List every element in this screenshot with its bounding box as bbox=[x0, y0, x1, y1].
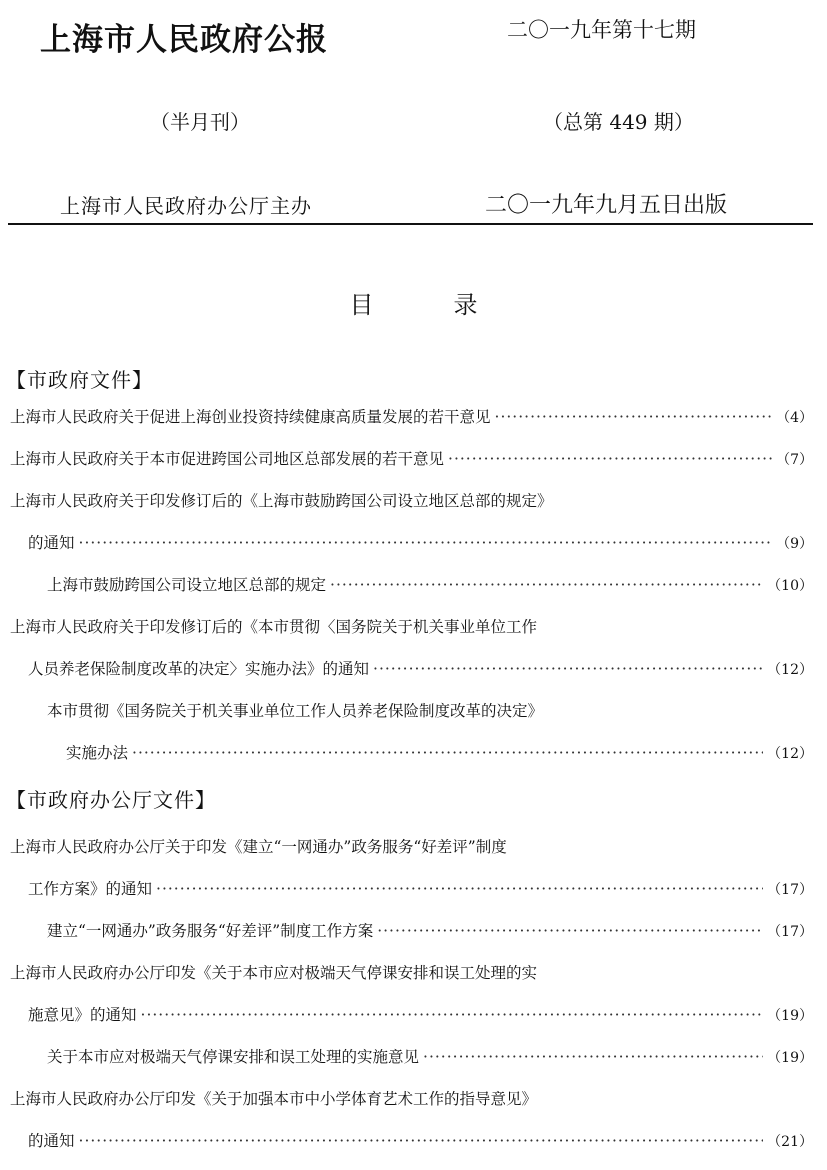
toc-entry[interactable] bbox=[10, 405, 813, 435]
toc-entry-title: 工作方案》的通知 bbox=[28, 880, 153, 898]
toc-entry-page: （19） bbox=[767, 1050, 813, 1066]
toc-entry-page: （10） bbox=[767, 578, 813, 594]
toc-entry[interactable] bbox=[28, 657, 813, 687]
leader-dots bbox=[79, 534, 773, 552]
toc-entry-title[interactable]: 上海市人民政府办公厅印发《关于加强本市中小学体育艺术工作的指导意见》 bbox=[10, 1090, 538, 1108]
toc-entry-title[interactable]: 上海市人民政府关于印发修订后的《上海市鼓励跨国公司设立地区总部的规定》 bbox=[10, 492, 553, 510]
toc-entry-title: 施意见》的通知 bbox=[28, 1006, 137, 1024]
toc-title bbox=[0, 285, 827, 320]
toc-entry[interactable] bbox=[10, 447, 813, 477]
toc-entry-page: （12） bbox=[767, 746, 813, 762]
toc-entry-title: 建立“一网通办”政务服务“好差评”制度工作方案 bbox=[47, 922, 374, 940]
toc-title-left: 目 bbox=[349, 291, 374, 319]
leader-dots bbox=[79, 1132, 764, 1150]
leader-dots bbox=[377, 922, 763, 940]
toc-entry[interactable] bbox=[28, 877, 813, 907]
leader-dots bbox=[373, 660, 763, 678]
toc-entry-title: 上海市人民政府关于促进上海创业投资持续健康高质量发展的若干意见 bbox=[10, 408, 491, 426]
toc-entry-page: （7） bbox=[776, 452, 813, 468]
toc-entry[interactable] bbox=[66, 741, 813, 771]
toc-entry[interactable] bbox=[47, 1045, 813, 1075]
toc-entry-page: （9） bbox=[776, 536, 813, 552]
leader-dots bbox=[141, 1006, 764, 1024]
toc-entry-title[interactable]: 本市贯彻《国务院关于机关事业单位工作人员养老保险制度改革的决定》 bbox=[47, 702, 544, 720]
toc-entry-title: 上海市鼓励跨国公司设立地区总部的规定 bbox=[47, 576, 327, 594]
leader-dots bbox=[495, 408, 773, 426]
leader-dots bbox=[156, 880, 763, 898]
toc-entry-title: 人员养老保险制度改革的决定〉实施办法》的通知 bbox=[28, 660, 370, 678]
frequency-label: （半月刊） bbox=[150, 110, 250, 134]
publish-date: 二〇一九年九月五日出版 bbox=[485, 193, 728, 218]
toc-entry-page: （17） bbox=[767, 882, 813, 898]
section-heading-city-gov: 【市政府文件】 bbox=[6, 368, 153, 392]
leader-dots bbox=[132, 744, 763, 762]
toc-entry-title: 的通知 bbox=[28, 1132, 75, 1150]
toc-entry-title: 的通知 bbox=[28, 534, 75, 552]
toc-entry-page: （21） bbox=[767, 1134, 813, 1150]
leader-dots bbox=[448, 450, 772, 468]
toc-entry-page: （4） bbox=[776, 410, 813, 426]
toc-entry[interactable] bbox=[28, 531, 813, 561]
leader-dots bbox=[423, 1048, 763, 1066]
toc-entry[interactable] bbox=[28, 1129, 813, 1159]
toc-entry-page: （12） bbox=[767, 662, 813, 678]
sponsor-label: 上海市人民政府办公厅主办 bbox=[60, 194, 312, 218]
toc-entry[interactable] bbox=[47, 919, 813, 949]
section-heading-city-gov-office: 【市政府办公厅文件】 bbox=[6, 788, 216, 812]
toc-entry-title[interactable]: 上海市人民政府办公厅印发《关于本市应对极端天气停课安排和误工处理的实 bbox=[10, 964, 538, 982]
leader-dots bbox=[330, 576, 763, 594]
total-issue: （总第 449 期） bbox=[543, 110, 694, 134]
toc-entry-title: 实施办法 bbox=[66, 744, 129, 762]
toc-entry[interactable] bbox=[47, 573, 813, 603]
toc-entry-title: 关于本市应对极端天气停课安排和误工处理的实施意见 bbox=[47, 1048, 420, 1066]
toc-entry-page: （19） bbox=[767, 1008, 813, 1024]
toc-entry-title: 上海市人民政府关于本市促进跨国公司地区总部发展的若干意见 bbox=[10, 450, 445, 468]
toc-entry-page: （17） bbox=[767, 924, 813, 940]
header-divider bbox=[8, 223, 813, 225]
toc-entry-title[interactable]: 上海市人民政府关于印发修订后的《本市贯彻〈国务院关于机关事业单位工作 bbox=[10, 618, 538, 636]
toc-entry-title[interactable]: 上海市人民政府办公厅关于印发《建立“一网通办”政务服务“好差评”制度 bbox=[10, 838, 507, 856]
toc-title-right: 录 bbox=[453, 291, 478, 319]
issue-number: 二〇一九年第十七期 bbox=[507, 18, 696, 42]
toc-entry[interactable] bbox=[28, 1003, 813, 1033]
gazette-title: 上海市人民政府公报 bbox=[40, 22, 328, 58]
